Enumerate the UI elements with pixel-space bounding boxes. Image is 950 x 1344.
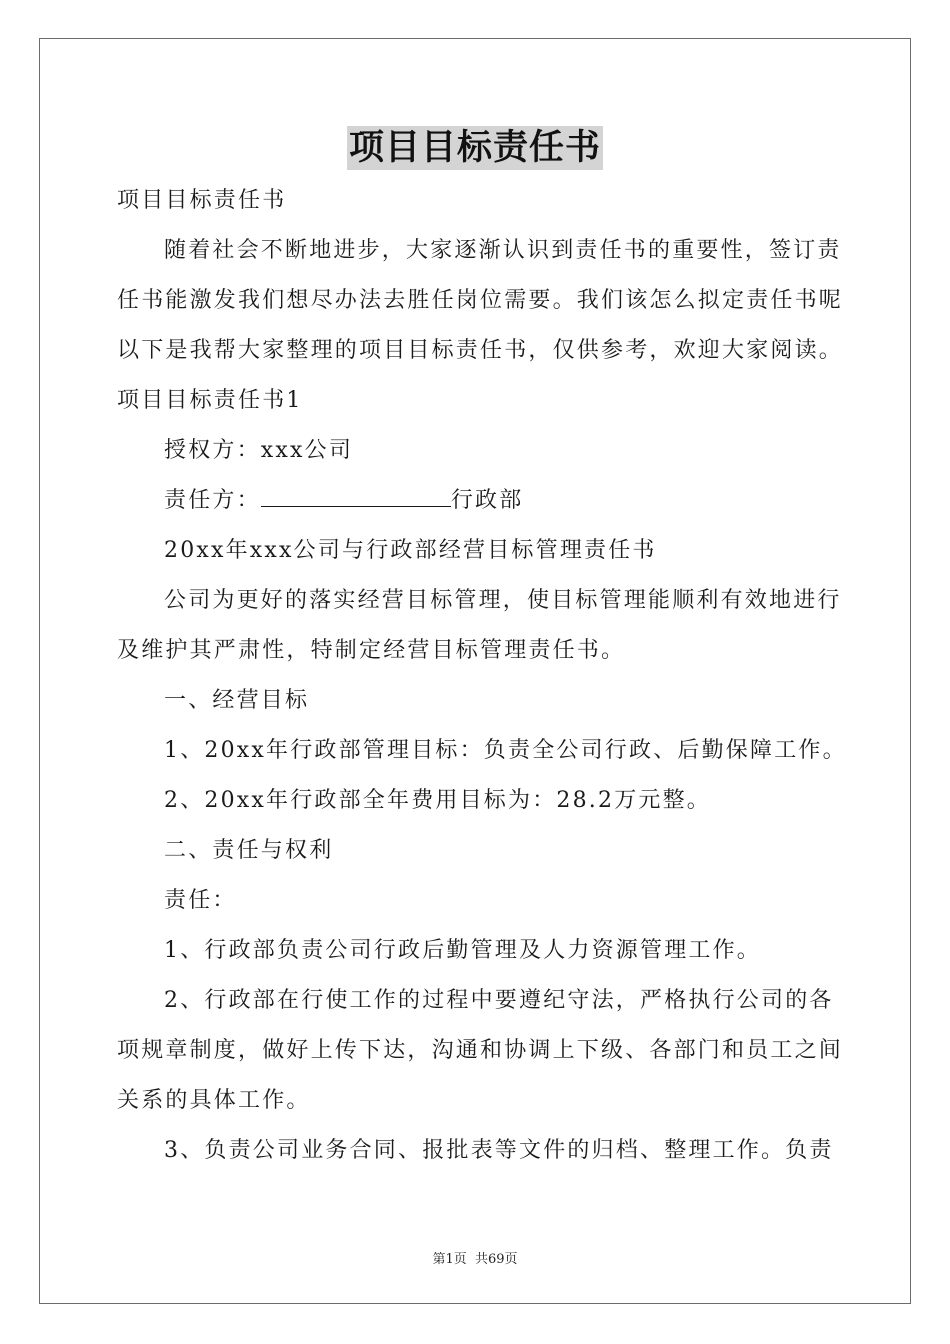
paragraph-intro-line-3: 以下是我帮大家整理的项目目标责任书，仅供参考，欢迎大家阅读。 [117,338,844,363]
title-area [0,126,950,170]
responsibility-item-2-line-2: 项规章制度，做好上传下达，沟通和协调上下级、各部门和员工之间 [117,1038,844,1063]
responsibility-item-1: 1、行政部负责公司行政后勤管理及人力资源管理工作。 [164,938,761,963]
page-number: 第1页 [432,1252,467,1267]
paragraph-subtitle: 项目目标责任书 [117,188,287,213]
section-business-goals: 一、经营目标 [164,688,310,713]
responsible-party-label: 责任方： [164,488,261,513]
document-title: 项目目标责任书 [348,128,601,168]
section-heading-1: 项目目标责任书1 [117,388,303,413]
responsibility-item-2-line-3: 关系的具体工作。 [117,1088,311,1113]
responsible-party-value: 行政部 [450,488,524,513]
purpose-line-2: 及维护其严肃性，特制定经营目标管理责任书。 [117,638,626,663]
goal-item-1: 1、20xx年行政部管理目标：负责全公司行政、后勤保障工作。 [164,738,847,763]
responsibility-item-2-line-1: 2、行政部在行使工作的过程中要遵纪守法，严格执行公司的各 [164,988,834,1013]
document-body [117,176,847,1176]
fill-in-blank [261,488,451,507]
total-pages: 共69页 [474,1252,518,1267]
authorizer-line: 授权方：xxx公司 [164,438,354,463]
responsibilities-label: 责任： [164,888,237,913]
paragraph-intro-line-2: 任书能激发我们想尽办法去胜任岗位需要。我们该怎么拟定责任书呢 [117,288,844,313]
section-responsibilities-rights: 二、责任与权利 [164,838,334,863]
goal-item-2: 2、20xx年行政部全年费用目标为：28.2万元整。 [164,788,711,813]
responsible-party-line [117,476,837,526]
agreement-title-line: 20xx年xxx公司与行政部经营目标管理责任书 [164,538,657,563]
responsibility-item-3: 3、负责公司业务合同、报批表等文件的归档、整理工作。负责 [164,1138,834,1163]
purpose-line-1: 公司为更好的落实经营目标管理，使目标管理能顺利有效地进行 [164,588,842,613]
paragraph-intro-line-1: 随着社会不断地进步，大家逐渐认识到责任书的重要性，签订责 [164,238,842,263]
page-footer [0,1248,950,1267]
